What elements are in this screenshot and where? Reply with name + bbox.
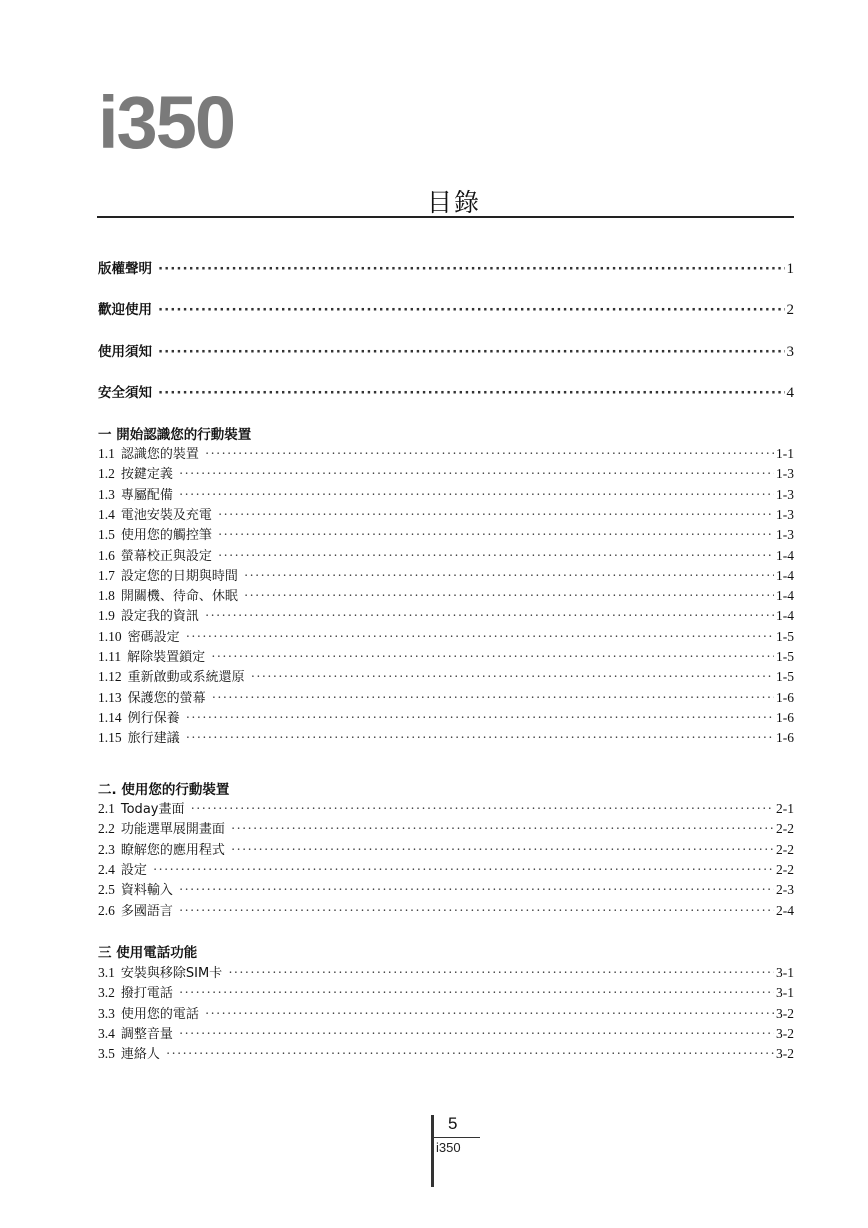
toc-subentry-number: 1.12 <box>98 669 122 685</box>
toc-subentry[interactable] <box>98 982 794 1001</box>
toc-subentry-label: 開關機、待命、休眠 <box>120 589 238 605</box>
toc-entry-label: 版權聲明 <box>98 261 152 277</box>
toc-subentry-label: 密碼設定 <box>127 629 180 645</box>
toc-page-number: 1-5 <box>776 628 794 644</box>
toc-subentry[interactable] <box>98 727 794 746</box>
toc-subentry[interactable] <box>98 524 794 543</box>
dot-leader <box>186 730 774 746</box>
toc-page-number: 3 <box>786 344 794 360</box>
dot-leader <box>205 1006 774 1022</box>
toc-page-number: 3-2 <box>776 1025 794 1041</box>
dot-leader <box>205 446 774 462</box>
toc-page-number: 3-1 <box>776 965 794 980</box>
toc-page-number: 1-4 <box>776 567 794 583</box>
toc-subentry-label: 調整音量 <box>120 1026 173 1042</box>
toc-subentry-label: 專屬配備 <box>120 487 173 503</box>
toc-subentry-label: 設定您的日期與時間 <box>120 568 238 584</box>
toc-subentry[interactable] <box>98 545 794 564</box>
toc-subentry-label: 瞭解您的應用程式 <box>120 842 225 858</box>
toc-subentry[interactable] <box>98 626 794 645</box>
toc-subentry-number: 1.7 <box>98 567 115 583</box>
dot-leader <box>205 608 774 624</box>
toc-entry-label: 歡迎使用 <box>98 302 152 318</box>
toc-page-number: 1-5 <box>776 649 794 664</box>
toc-subentry-number: 3.2 <box>98 985 115 1001</box>
toc-subentry-number: 1.10 <box>98 628 122 644</box>
toc-subentry-number: 2.4 <box>98 861 115 877</box>
toc-page-number: 2 <box>786 302 794 318</box>
dot-leader <box>218 527 774 543</box>
toc-page-number: 1-5 <box>776 669 794 685</box>
toc-page-number: 2-1 <box>776 801 794 816</box>
toc-subentry-label: 安裝與移除SIM卡 <box>120 966 223 981</box>
toc-subentry[interactable] <box>98 1043 794 1062</box>
toc-subentry[interactable] <box>98 839 794 858</box>
toc-subentry-number: 1.1 <box>98 446 115 461</box>
dot-leader <box>158 302 785 318</box>
toc-subentry-number: 1.14 <box>98 709 122 725</box>
toc-subentry-label: 電池安裝及充電 <box>120 507 212 523</box>
toc-subentry[interactable] <box>98 818 794 837</box>
dot-leader <box>231 821 774 837</box>
toc-subentry-number: 1.11 <box>98 649 122 664</box>
toc-subentry-label: 旅行建議 <box>127 731 180 747</box>
toc-page-number: 1-1 <box>776 446 794 461</box>
toc-subentry[interactable] <box>98 859 794 878</box>
toc-subentry[interactable] <box>98 565 794 584</box>
toc-subentry[interactable] <box>98 463 794 482</box>
toc-subentry-label: 認識您的裝置 <box>120 447 199 462</box>
toc-subentry[interactable] <box>98 646 794 665</box>
dot-leader <box>218 507 774 523</box>
toc-subentry[interactable] <box>98 900 794 919</box>
toc-subentry-number: 3.3 <box>98 1005 115 1021</box>
toc-subentry-number: 2.2 <box>98 821 115 837</box>
title-rule <box>97 216 794 218</box>
toc-page-number: 2-3 <box>776 882 794 898</box>
toc-page-number: 1-3 <box>776 506 794 522</box>
toc-page-number: 1-6 <box>776 709 794 725</box>
toc-subentry[interactable] <box>98 666 794 685</box>
toc-subentry-number: 1.3 <box>98 486 115 502</box>
toc-entry-label: 安全須知 <box>98 385 152 401</box>
toc-page-number: 2-2 <box>776 841 794 857</box>
toc-subentry-label: 使用您的觸控筆 <box>120 528 212 544</box>
toc-subentry-label: 多國語言 <box>120 903 173 919</box>
toc-subentry-label: 解除裝置鎖定 <box>127 650 206 665</box>
toc-entry-safety-notes[interactable] <box>98 381 794 402</box>
footer-rule <box>434 1137 480 1138</box>
toc-subentry-number: 2.5 <box>98 882 115 898</box>
dot-leader <box>158 344 785 360</box>
toc-subentry[interactable] <box>98 605 794 624</box>
toc-page-number: 2-4 <box>776 902 794 918</box>
toc-subentry-label: 設定 <box>120 862 147 878</box>
page-title: 目錄 <box>426 188 481 217</box>
toc-subentry-number: 1.5 <box>98 527 115 543</box>
toc-subentry-number: 3.1 <box>98 965 115 980</box>
dot-leader <box>153 862 774 878</box>
toc-subentry-label: 按鍵定義 <box>120 467 173 483</box>
toc-subentry-label: 功能選單展開畫面 <box>120 822 225 838</box>
toc-subentry[interactable] <box>98 1023 794 1042</box>
dot-leader <box>231 842 774 858</box>
dot-leader <box>218 548 774 564</box>
toc-page-number: 3-2 <box>776 1005 794 1021</box>
section-heading: 二. 使用您的行動裝置 <box>98 782 230 798</box>
footer-bar <box>431 1115 434 1187</box>
toc-page-number: 1-4 <box>776 608 794 624</box>
toc-subentry[interactable] <box>98 879 794 898</box>
dot-leader <box>211 649 774 665</box>
dot-leader <box>251 669 774 685</box>
toc-subentry-label: 例行保養 <box>127 710 180 726</box>
toc-subentry[interactable] <box>98 707 794 726</box>
toc-subentry[interactable] <box>98 443 794 462</box>
dot-leader <box>166 1046 774 1062</box>
toc-subentry-number: 2.3 <box>98 841 115 857</box>
toc-entry-label: 使用須知 <box>98 344 152 360</box>
toc-subentry-number: 1.13 <box>98 689 122 705</box>
dot-leader <box>179 985 774 1001</box>
toc-subentry-number: 1.2 <box>98 466 115 482</box>
toc-subentry[interactable] <box>98 687 794 706</box>
product-logo: i350 <box>98 81 235 164</box>
toc-page-number: 1-6 <box>776 730 794 746</box>
toc-subentry[interactable] <box>98 1003 794 1022</box>
toc-subentry-number: 1.6 <box>98 547 115 563</box>
toc-entry-welcome[interactable] <box>98 298 794 319</box>
dot-leader <box>179 487 774 503</box>
section-heading: 一 開始認識您的行動裝置 <box>98 427 252 443</box>
toc-subentry-label: 設定我的資訊 <box>120 609 199 625</box>
toc-subentry-label: Today畫面 <box>120 802 185 817</box>
dot-leader <box>244 568 774 584</box>
toc-subentry-number: 2.1 <box>98 801 115 816</box>
toc-page-number: 1-3 <box>776 527 794 543</box>
footer-page-number: 5 <box>448 1114 458 1133</box>
toc-subentry[interactable] <box>98 484 794 503</box>
dot-leader <box>212 690 774 706</box>
toc-subentry-label: 資料輸入 <box>120 883 173 899</box>
toc-subentry[interactable] <box>98 504 794 523</box>
toc-page-number: 4 <box>786 385 794 401</box>
toc-page-number: 3-2 <box>776 1046 794 1062</box>
dot-leader <box>228 965 774 981</box>
toc-page-number: 1-4 <box>776 588 794 604</box>
dot-leader <box>186 629 774 645</box>
dot-leader <box>244 588 774 604</box>
dot-leader <box>179 903 774 919</box>
toc-subentry-number: 2.6 <box>98 902 115 918</box>
toc-page-number: 1-6 <box>776 689 794 705</box>
toc-subentry-number: 1.15 <box>98 730 122 746</box>
toc-subentry[interactable] <box>98 585 794 604</box>
toc-subentry[interactable] <box>98 962 794 981</box>
footer-model-name: i350 <box>436 1140 461 1155</box>
toc-subentry-number: 1.8 <box>98 588 115 604</box>
toc-page-number: 3-1 <box>776 985 794 1001</box>
toc-subentry-label: 重新啟動或系統還原 <box>127 670 245 686</box>
toc-subentry-label: 撥打電話 <box>120 986 173 1002</box>
toc-subentry-number: 1.4 <box>98 506 115 522</box>
dot-leader <box>190 801 774 817</box>
dot-leader <box>158 385 785 401</box>
dot-leader <box>179 882 774 898</box>
dot-leader <box>158 261 785 277</box>
toc-subentry-label: 保護您的螢幕 <box>127 690 206 706</box>
dot-leader <box>179 1026 774 1042</box>
toc-page-number: 1-3 <box>776 486 794 502</box>
toc-page-number: 2-2 <box>776 821 794 837</box>
toc-subentry-label: 連絡人 <box>120 1047 160 1063</box>
section-heading: 三 使用電話功能 <box>98 945 198 961</box>
toc-subentry-label: 螢幕校正與設定 <box>120 548 212 564</box>
toc-page-number: 1-4 <box>776 547 794 563</box>
toc-subentry-number: 3.5 <box>98 1046 115 1062</box>
toc-entry-usage-notes[interactable] <box>98 340 794 361</box>
toc-subentry[interactable] <box>98 798 794 817</box>
toc-subentry-number: 3.4 <box>98 1025 115 1041</box>
toc-entry-copyright[interactable] <box>98 257 794 278</box>
toc-page-number: 2-2 <box>776 861 794 877</box>
dot-leader <box>179 466 774 482</box>
dot-leader <box>186 710 774 726</box>
toc-page-number: 1-3 <box>776 466 794 482</box>
toc-page-number: 1 <box>786 261 794 277</box>
toc-subentry-number: 1.9 <box>98 608 115 624</box>
toc-subentry-label: 使用您的電話 <box>120 1006 199 1022</box>
